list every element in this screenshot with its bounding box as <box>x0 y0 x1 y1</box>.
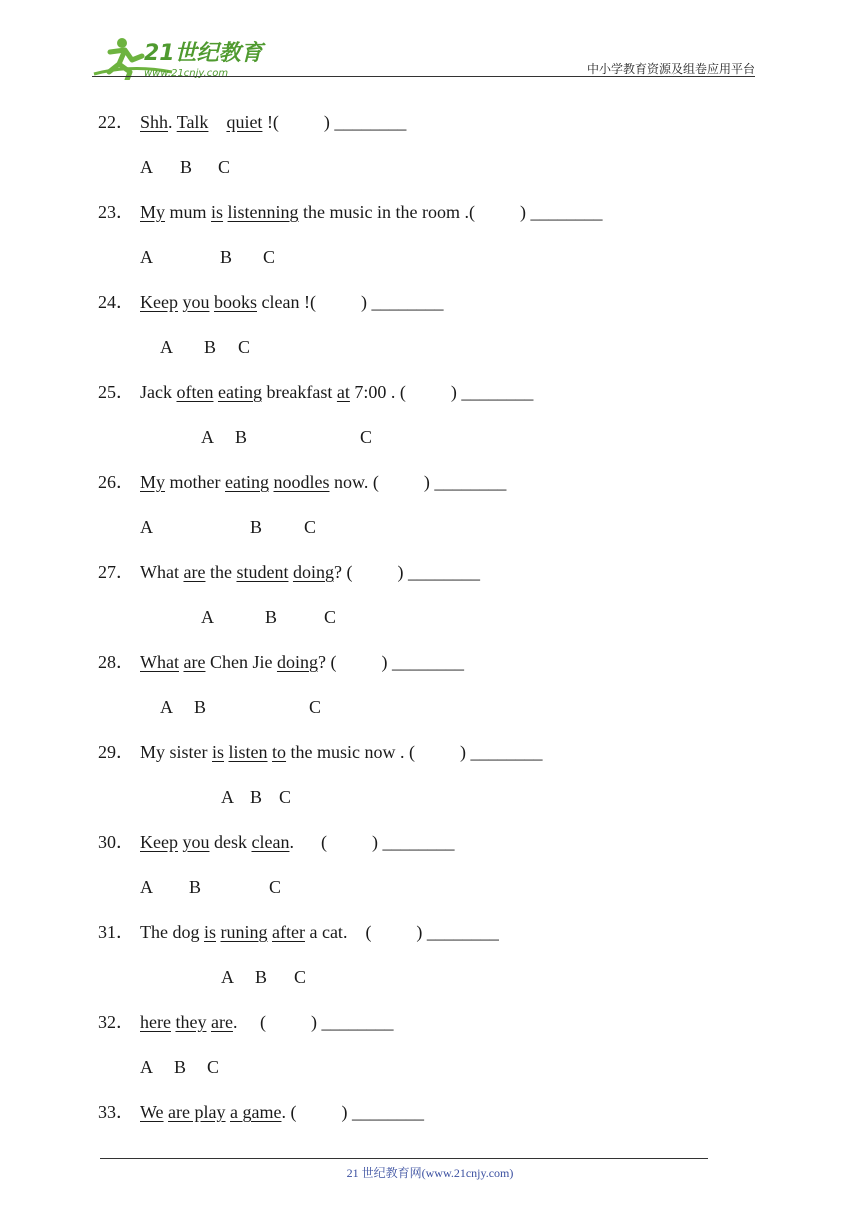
logo-text: 21世纪教育 <box>144 41 263 66</box>
option-label-c: C <box>360 427 373 447</box>
logo-url: www.21cnjy.com <box>144 68 229 79</box>
option-label-a: A <box>140 877 153 897</box>
underlined-word: is <box>203 922 216 942</box>
underlined-word: We <box>140 1102 164 1122</box>
option-label-a: A <box>140 1057 153 1077</box>
option-label-b: B <box>220 247 233 267</box>
question-text: ? ( ) ________ <box>317 652 464 672</box>
question-text: . ( ) ________ <box>232 1012 394 1032</box>
question-number: 25． <box>98 382 134 402</box>
underlined-word: you <box>182 292 210 312</box>
question-33 <box>98 1101 424 1123</box>
underlined-word: they <box>175 1012 207 1032</box>
question-text: mother <box>165 472 226 492</box>
header-tagline: 中小学教育资源及组卷应用平台 <box>586 62 755 76</box>
question-28 <box>98 651 464 673</box>
question-number: 33． <box>98 1102 134 1122</box>
question-number: 32． <box>98 1012 134 1032</box>
question-24 <box>98 291 443 313</box>
question-number: 27． <box>98 562 134 582</box>
underlined-word: are <box>183 562 206 582</box>
option-label-c: C <box>309 697 322 717</box>
question-27 <box>98 561 480 583</box>
option-label-a: A <box>160 337 173 357</box>
question-number: 22． <box>98 112 134 132</box>
question-text: . <box>168 112 177 132</box>
option-label-a: A <box>201 607 214 627</box>
option-label-a: A <box>140 517 153 537</box>
underlined-word: Talk <box>176 112 209 132</box>
question-text <box>208 112 226 132</box>
underlined-word: eating <box>225 472 269 492</box>
question-text: the <box>205 562 237 582</box>
header-divider <box>92 76 755 77</box>
option-label-b: B <box>255 967 268 987</box>
question-number: 24． <box>98 292 134 312</box>
underlined-word: books <box>213 292 257 312</box>
underlined-word: is <box>211 202 224 222</box>
option-label-c: C <box>279 787 292 807</box>
underlined-word: are <box>210 1012 233 1032</box>
question-text: desk <box>209 832 252 852</box>
underlined-word: after <box>272 922 305 942</box>
underlined-word: doing <box>276 652 318 672</box>
question-text: . ( ) ________ <box>281 1102 424 1122</box>
option-label-b: B <box>180 157 193 177</box>
underlined-word: Keep <box>140 292 178 312</box>
question-number: 30． <box>98 832 134 852</box>
underlined-word: eating <box>217 382 262 402</box>
option-label-b: B <box>174 1057 187 1077</box>
question-number: 23． <box>98 202 134 222</box>
option-label-c: C <box>207 1057 220 1077</box>
question-text: ? ( ) ________ <box>333 562 480 582</box>
underlined-word: to <box>272 742 287 762</box>
question-30 <box>98 831 454 853</box>
option-label-a: A <box>221 967 234 987</box>
question-text: the music now . ( ) ________ <box>286 742 543 762</box>
underlined-word: are <box>183 652 206 672</box>
question-number: 28． <box>98 652 134 672</box>
question-text: clean !( ) ________ <box>257 292 444 312</box>
option-label-a: A <box>201 427 214 447</box>
question-text: the music in the room .( ) ________ <box>298 202 603 222</box>
footer-text: 21 世纪教育网(www.21cnjy.com) <box>346 1166 514 1180</box>
question-text: What <box>140 562 184 582</box>
question-23 <box>98 201 603 223</box>
option-label-a: A <box>140 157 153 177</box>
option-label-c: C <box>218 157 231 177</box>
underlined-word: listen <box>228 742 268 762</box>
option-label-b: B <box>250 787 263 807</box>
option-label-b: B <box>204 337 217 357</box>
question-26 <box>98 471 506 493</box>
option-label-b: B <box>189 877 202 897</box>
question-22 <box>98 111 406 133</box>
question-text: breakfast <box>261 382 337 402</box>
question-text: Jack <box>140 382 177 402</box>
underlined-word: What <box>140 652 179 672</box>
underlined-word: student <box>236 562 289 582</box>
option-label-c: C <box>238 337 251 357</box>
footer-divider <box>100 1158 708 1159</box>
underlined-word: Keep <box>140 832 178 852</box>
underlined-word: Shh <box>140 112 169 132</box>
question-number: 31． <box>98 922 134 942</box>
question-text: The dog <box>140 922 204 942</box>
underlined-word: quiet <box>226 112 263 132</box>
underlined-word: runing <box>220 922 268 942</box>
option-label-b: B <box>235 427 248 447</box>
question-text: Chen Jie <box>205 652 277 672</box>
question-text: 7:00 . ( ) ________ <box>349 382 534 402</box>
underlined-word: My <box>140 202 166 222</box>
underlined-word: often <box>176 382 214 402</box>
option-label-c: C <box>294 967 307 987</box>
question-32 <box>98 1011 393 1033</box>
option-label-c: C <box>324 607 337 627</box>
question-number: 29． <box>98 742 134 762</box>
underlined-word: My <box>140 472 166 492</box>
underlined-word: is <box>212 742 225 762</box>
question-text: !( ) ________ <box>262 112 407 132</box>
underlined-word: clean <box>251 832 290 852</box>
option-label-a: A <box>140 247 153 267</box>
question-text: now. ( ) ________ <box>329 472 507 492</box>
underlined-word: are play <box>168 1102 226 1122</box>
underlined-word: you <box>182 832 210 852</box>
option-label-c: C <box>263 247 276 267</box>
option-label-b: B <box>250 517 263 537</box>
question-text: . ( ) ________ <box>289 832 455 852</box>
option-label-a: A <box>221 787 234 807</box>
question-31 <box>98 921 499 943</box>
underlined-word: here <box>140 1012 171 1032</box>
underlined-word: doing <box>292 562 334 582</box>
underlined-word: at <box>336 382 350 402</box>
option-label-b: B <box>194 697 207 717</box>
underlined-word: listenning <box>227 202 299 222</box>
option-label-c: C <box>269 877 282 897</box>
question-25 <box>98 381 533 403</box>
question-text: mum <box>165 202 212 222</box>
question-text: My sister <box>140 742 212 762</box>
option-label-a: A <box>160 697 173 717</box>
logo-runner-icon <box>92 34 267 80</box>
page-header <box>92 28 755 78</box>
option-label-c: C <box>304 517 317 537</box>
underlined-word: a game <box>230 1102 282 1122</box>
question-29 <box>98 741 543 763</box>
question-text: a cat. ( ) ________ <box>304 922 499 942</box>
option-label-b: B <box>265 607 278 627</box>
question-number: 26． <box>98 472 134 492</box>
underlined-word: noodles <box>273 472 330 492</box>
